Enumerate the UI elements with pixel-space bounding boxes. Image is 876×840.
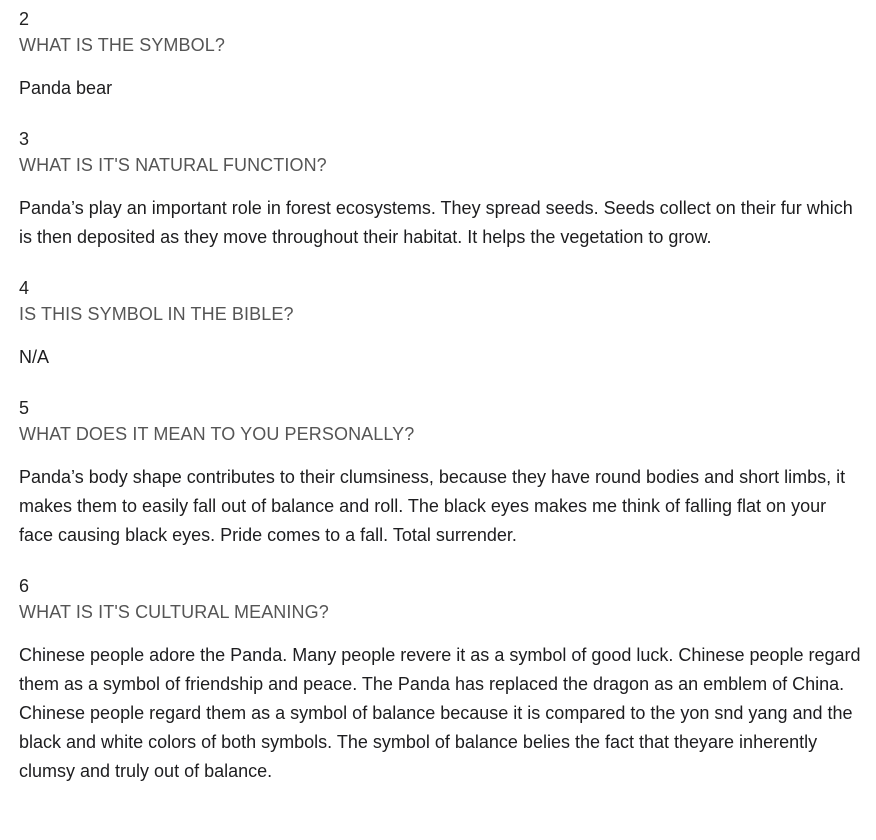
- question-number: 4: [19, 278, 30, 298]
- answer-text: Panda bear: [19, 78, 113, 98]
- answer-text: Chinese people adore the Panda. Many people revere it as a symbol of good luck. Chinese people regard them as a symbol of friendship and peace. The Panda has replaced the dragon as an emblem of China. Chinese people regard them as a symbol of balance because it is compared to the yon snd yang and the black and white colors of both symbols. The symbol of balance belies the fact that theyare inherently clumsy and truly out of balance.: [19, 645, 861, 781]
- question-number: 2: [19, 9, 30, 29]
- question-number: 6: [19, 576, 30, 596]
- question-label: IS THIS SYMBOL IN THE BIBLE?: [19, 304, 294, 324]
- answer-text: N/A: [19, 347, 50, 367]
- answer-text: Panda’s body shape contributes to their clumsiness, because they have round bodies and short limbs, it makes them to easily fall out of balance and roll. The black eyes makes me think of falling flat on your face causing black eyes. Pride comes to a fall. Total surrender.: [19, 467, 846, 545]
- question-section-5: [19, 395, 862, 550]
- question-label: WHAT IS IT'S CULTURAL MEANING?: [19, 602, 329, 622]
- question-label: WHAT IS IT'S NATURAL FUNCTION?: [19, 155, 327, 175]
- question-label: WHAT DOES IT MEAN TO YOU PERSONALLY?: [19, 424, 415, 444]
- question-section-3: [19, 126, 862, 252]
- question-label: WHAT IS THE SYMBOL?: [19, 35, 225, 55]
- answer-text: Panda’s play an important role in forest ecosystems. They spread seeds. Seeds collect on their fur which is then deposited as they move throughout their habitat. It helps the vegetation to grow.: [19, 198, 853, 247]
- question-section-4: [19, 275, 862, 372]
- question-section-6: [19, 573, 862, 786]
- question-section-2: [19, 6, 862, 103]
- question-number: 3: [19, 129, 30, 149]
- question-number: 5: [19, 398, 30, 418]
